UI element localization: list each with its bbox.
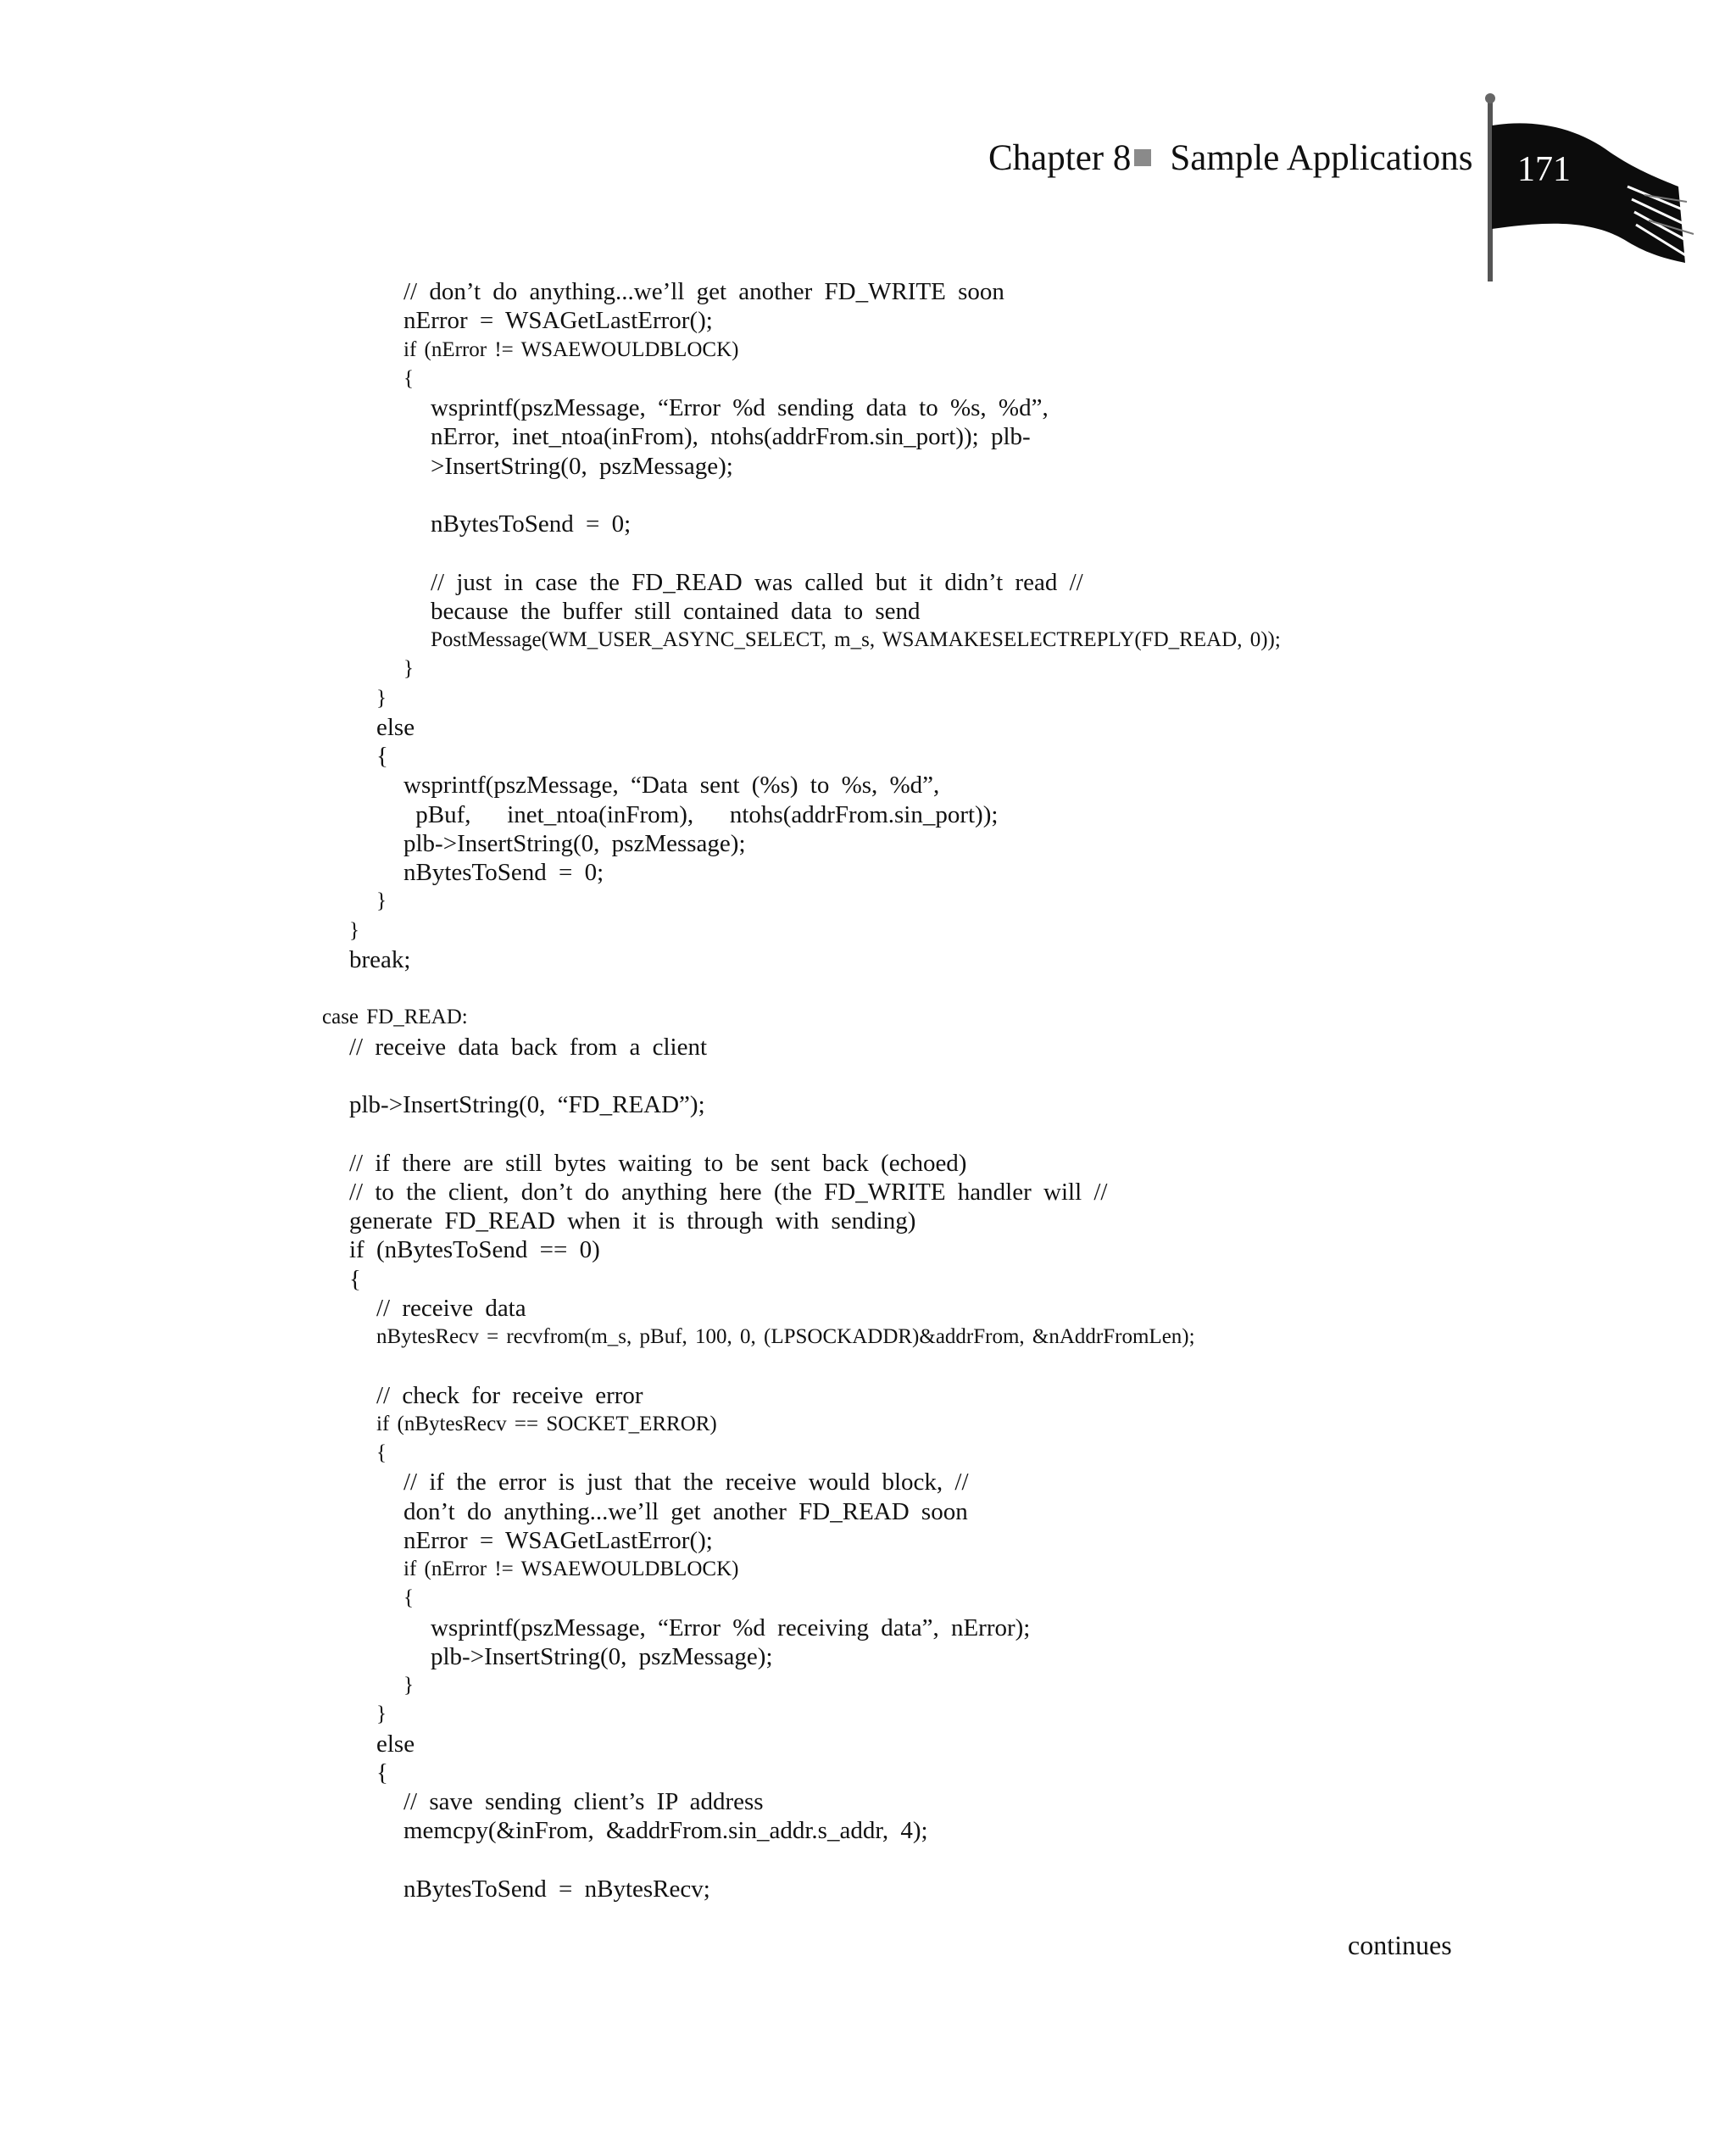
flag-icon [1475,93,1695,288]
code-line: { [376,743,388,770]
code-line: break; [349,945,411,973]
code-line: else [376,1730,415,1758]
code-line: nBytesToSend = 0; [403,859,604,886]
code-line: nBytesToSend = 0; [431,510,632,538]
running-header [988,137,1472,180]
code-line: { [403,1586,414,1610]
code-line: } [403,1674,414,1697]
code-line: { [376,1758,388,1786]
code-line: generate FD_READ when it is through with sending) [349,1207,916,1234]
code-line: >InsertString(0, pszMessage); [431,452,733,480]
code-line: } [349,918,359,942]
code-line: nError, inet_ntoa(inFrom), ntohs(addrFrom.sin_port)); plb- [431,423,1031,451]
code-line: pBuf, inet_ntoa(inFrom), ntohs(addrFrom.sin_port)); [403,800,999,828]
code-line: plb->InsertString(0, pszMessage); [431,1642,773,1670]
code-line: // save sending client’s IP address [403,1788,764,1815]
code-line: // check for receive error [376,1381,643,1409]
code-line: // to the client, don’t do anything here (the FD_WRITE handler will // [349,1178,1108,1206]
page-number: 171 [1517,150,1571,189]
code-line: // just in case the FD_READ was called but it didn’t read // [431,568,1083,596]
code-line: if (nError != WSAEWOULDBLOCK) [403,1558,739,1580]
code-line: { [403,366,414,390]
code-line: wsprintf(pszMessage, “Data sent (%s) to %s, %d”, [403,772,940,800]
code-line: } [376,686,387,710]
code-line: PostMessage(WM_USER_ASYNC_SELECT, m_s, WSAMAKESELECTREPLY(FD_READ, 0)); [431,628,1281,651]
code-line: // don’t do anything...we’ll get another FD_WRITE soon [403,278,1004,305]
code-line: nBytesToSend = nBytesRecv; [403,1875,710,1903]
continues-label: continues [1348,1930,1452,1960]
chapter-label: Chapter 8 [988,138,1132,178]
code-line: } [376,889,387,913]
code-line: if (nBytesRecv == SOCKET_ERROR) [376,1412,717,1435]
code-line: don’t do anything...we’ll get another FD_READ soon [403,1497,968,1525]
code-line: else [376,713,415,741]
code-line: // receive data [376,1294,526,1322]
chapter-title: Sample Applications [1170,138,1473,178]
code-line: plb->InsertString(0, “FD_READ”); [349,1091,705,1118]
code-line: } [376,1703,387,1726]
square-bullet-icon [1134,149,1151,166]
code-line: if (nError != WSAEWOULDBLOCK) [403,337,739,361]
code-line: if (nBytesToSend == 0) [349,1236,600,1264]
code-line: nBytesRecv = recvfrom(m_s, pBuf, 100, 0, (LPSOCKADDR)&addrFrom, &nAddrFromLen); [376,1325,1195,1348]
code-line: nError = WSAGetLastError(); [403,307,713,335]
code-line: } [403,657,414,681]
code-line: memcpy(&inFrom, &addrFrom.sin_addr.s_addr, 4); [403,1817,928,1845]
code-line: nError = WSAGetLastError(); [403,1526,713,1554]
code-line: { [349,1265,361,1293]
code-line: // receive data back from a client [349,1033,708,1061]
code-line: // if the error is just that the receive would block, // [403,1469,969,1496]
code-line: wsprintf(pszMessage, “Error %d sending data to %s, %d”, [431,394,1049,421]
code-line: { [376,1441,387,1464]
code-line: because the buffer still contained data to send [431,597,921,625]
code-line: case FD_READ: [322,1006,468,1029]
code-line: plb->InsertString(0, pszMessage); [403,829,746,857]
code-line: wsprintf(pszMessage, “Error %d receiving data”, nError); [431,1613,1031,1641]
code-line: // if there are still bytes waiting to be sent back (echoed) [349,1149,967,1177]
